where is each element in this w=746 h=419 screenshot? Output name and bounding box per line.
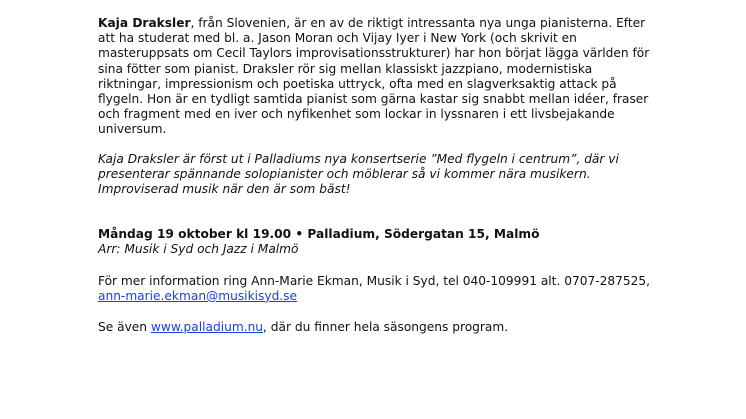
event-arranger: Arr: Musik i Syd och Jazz i Malmö [98,242,299,257]
intro-paragraph [98,16,658,138]
contact-text: För mer information ring Ann-Marie Ekman, Musik i Syd, tel 040-109991 alt. 0707-287525, [98,273,651,288]
see-also-paragraph [98,320,658,335]
see-also-suffix: , där du finner hela säsongens program. [263,320,509,335]
contact-email-link[interactable]: ann-marie.ekman@musikisyd.se [98,288,298,303]
press-release-body [98,16,658,335]
event-date-venue: Måndag 19 oktober kl 19.00 • Palladium, Södergatan 15, Malmö [98,227,540,242]
event-info [98,227,658,257]
palladium-website-link[interactable]: www.palladium.nu [150,320,264,335]
see-also-prefix: Se även [98,320,151,335]
artist-name: Kaja Draksler [98,16,191,30]
concert-series-paragraph: Kaja Draksler är först ut i Palladiums nya konsertserie ”Med flygeln i centrum”, där vi presenterar spännande solopianister och möblerar så vi kommer nära musikern. Improviserad musik när den är som bäst! [98,151,619,197]
contact-paragraph [98,274,658,304]
intro-text: , från Slovenien, är en av de riktigt intressanta nya unga pianisterna. Efter att ha studerat med bl. a. Jason Moran och Vijay Iyer i New York (och skrivit en masteruppsats om Cecil Taylors improvisationsstrukturer) har hon börjat lägga världen för sina fötter som pianist. Draksler rör sig mellan klassiskt jazzpiano, modernistiska riktningar, impressionism och poetiska uttryck, ofta med en slagverksaktig attack på flygeln. Hon är en tydligt samtida pianist som gärna kastar sig snabbt mellan idéer, fraser och fragment med en iver och nyfikenhet som lockar in lyssnaren i ett livsbejakande universum. [98,16,650,137]
